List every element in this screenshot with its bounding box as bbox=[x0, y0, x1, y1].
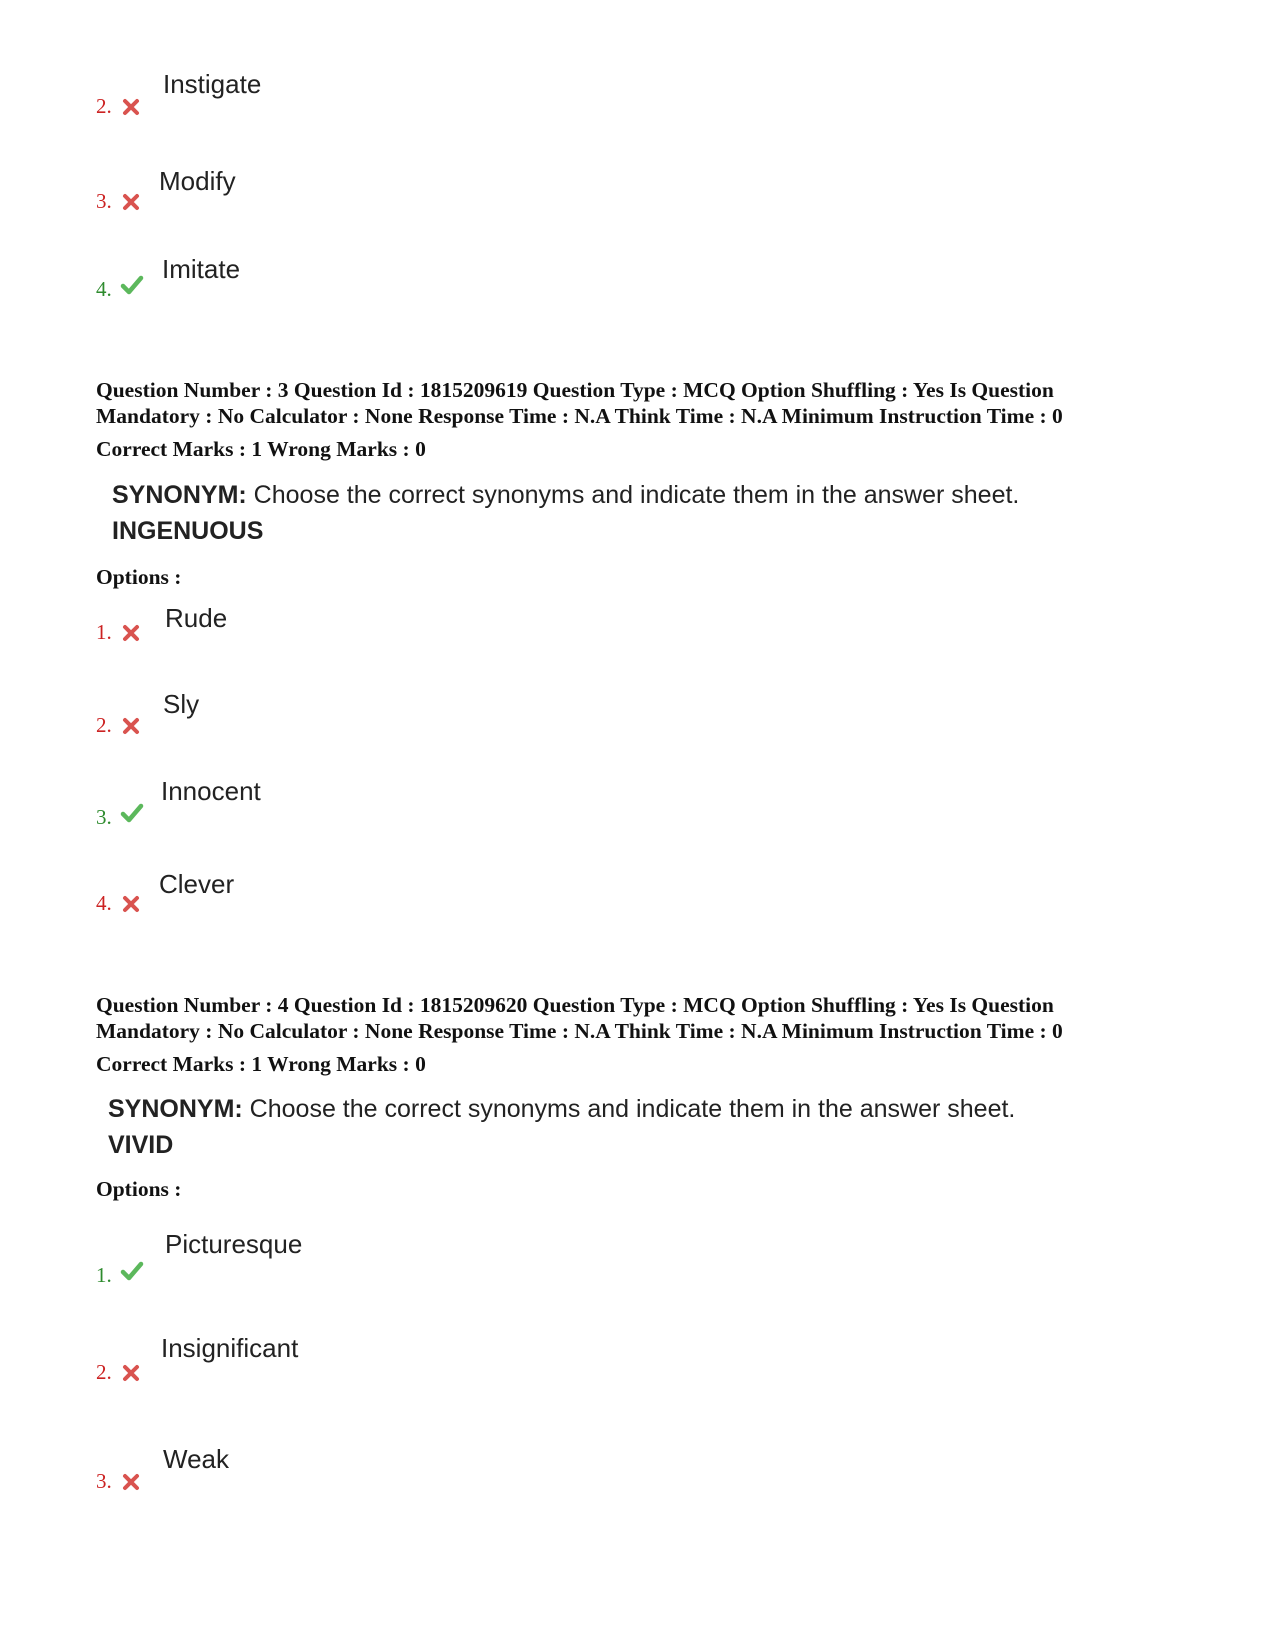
option-text: Modify bbox=[159, 166, 236, 196]
option-text: Picturesque bbox=[165, 1229, 303, 1259]
correct-check-icon bbox=[120, 274, 144, 296]
option-text: Instigate bbox=[163, 69, 262, 99]
question-prompt bbox=[108, 1094, 1015, 1124]
options-label: Options : bbox=[96, 565, 182, 589]
question-marks: Correct Marks : 1 Wrong Marks : 0 bbox=[96, 1052, 426, 1076]
option-text: Weak bbox=[163, 1444, 229, 1474]
option-number: 4. bbox=[96, 277, 112, 301]
wrong-cross-icon bbox=[120, 191, 142, 213]
wrong-cross-icon bbox=[120, 893, 142, 915]
option-text: Clever bbox=[159, 869, 235, 899]
meta-line-1: Question Number : 4 Question Id : 1815209620 Question Type : MCQ Option Shuffling : Yes Is Question bbox=[96, 993, 1054, 1017]
option-number: 2. bbox=[96, 94, 112, 118]
wrong-cross-icon bbox=[120, 622, 142, 644]
meta-line-2: Mandatory : No Calculator : None Response Time : N.A Think Time : N.A Minimum Instruction Time : 0 bbox=[96, 1019, 1063, 1043]
question-prompt bbox=[112, 480, 1019, 510]
option-number: 2. bbox=[96, 1360, 112, 1384]
wrong-cross-icon bbox=[120, 1471, 142, 1493]
option-number: 2. bbox=[96, 713, 112, 737]
option-number: 1. bbox=[96, 1263, 112, 1287]
option-number: 4. bbox=[96, 891, 112, 915]
question-meta bbox=[96, 377, 1216, 429]
prompt-label: SYNONYM: bbox=[108, 1095, 243, 1123]
option-text: Innocent bbox=[161, 776, 261, 806]
option-text: Imitate bbox=[162, 254, 241, 284]
option-number: 3. bbox=[96, 1469, 112, 1493]
option-text: Insignificant bbox=[161, 1333, 299, 1363]
option-text: Rude bbox=[165, 603, 228, 633]
question-meta bbox=[96, 992, 1216, 1044]
options-label: Options : bbox=[96, 1177, 182, 1201]
meta-line-2: Mandatory : No Calculator : None Response Time : N.A Think Time : N.A Minimum Instruction Time : 0 bbox=[96, 404, 1063, 428]
prompt-text: Choose the correct synonyms and indicate them in the answer sheet. bbox=[242, 1095, 1016, 1123]
prompt-label: SYNONYM: bbox=[112, 481, 247, 509]
meta-line-1: Question Number : 3 Question Id : 1815209619 Question Type : MCQ Option Shuffling : Yes Is Question bbox=[96, 378, 1054, 402]
option-number: 1. bbox=[96, 620, 112, 644]
question-word: VIVID bbox=[108, 1131, 174, 1159]
wrong-cross-icon bbox=[120, 1362, 142, 1384]
option-number: 3. bbox=[96, 805, 112, 829]
question-word: INGENUOUS bbox=[112, 517, 264, 545]
option-number: 3. bbox=[96, 189, 112, 213]
correct-check-icon bbox=[120, 802, 144, 824]
prompt-text: Choose the correct synonyms and indicate them in the answer sheet. bbox=[246, 481, 1020, 509]
question-marks: Correct Marks : 1 Wrong Marks : 0 bbox=[96, 437, 426, 461]
wrong-cross-icon bbox=[120, 96, 142, 118]
wrong-cross-icon bbox=[120, 715, 142, 737]
option-text: Sly bbox=[163, 689, 200, 719]
correct-check-icon bbox=[120, 1260, 144, 1282]
